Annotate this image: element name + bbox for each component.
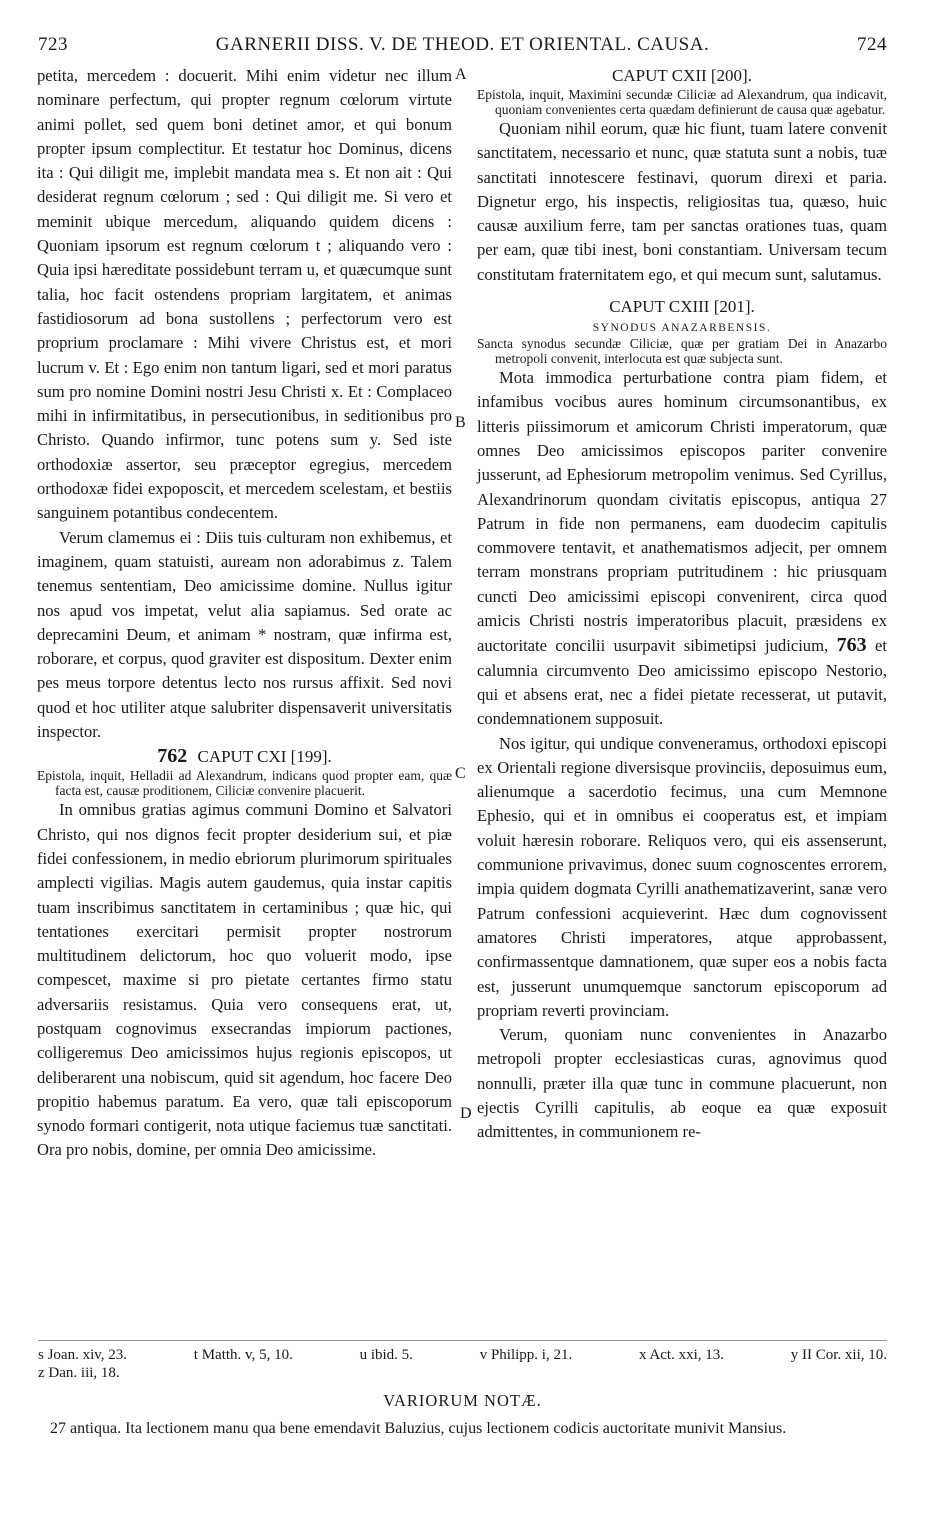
chapter-summary-cxiii: Sancta synodus secundæ Ciliciæ, quæ per gratiam Dei in Anazarbo metropoli convenit, interlocuta est quæ subjecta sunt. [477, 336, 887, 366]
margin-number-762: 762 [157, 745, 188, 768]
chapter-title-cxi: CAPUT CXI [199]. [197, 747, 332, 767]
running-title: GARNERII DISS. V. DE THEOD. ET ORIENTAL. CAUSA. [215, 34, 710, 55]
margin-marker-d: D [460, 1105, 472, 1122]
chapter-summary-cxii: Epistola, inquit, Maximini secundæ Ciliciæ ad Alexandrum, qua indicavit, quoniam convenientes certa quædam definierunt de causa quæ agebatur. [477, 87, 887, 117]
footnote-v: v Philipp. i, 21. [479, 1347, 573, 1363]
margin-marker-a: A [455, 66, 467, 83]
right-paragraph-4: Verum, quoniam nunc convenientes in Anazarbo metropoli propter ecclesiasticas curas, agnovimus quod nonnulli, præter illa quæ tunc in commune placuerunt, non ejectis Cyrilli capitulis, ab eoque ea quæ exposuit admittentes, in communionem re- [477, 1025, 887, 1142]
footnote-y: y II Cor. xii, 10. [790, 1347, 887, 1363]
margin-number-763: 763 [836, 634, 867, 657]
right-paragraph-2 [477, 366, 887, 731]
page-number-right: 724 [857, 34, 887, 55]
chapter-title-cxiii: CAPUT CXIII [201]. [609, 297, 755, 317]
right-paragraph-3: Nos igitur, qui undique conveneramus, orthodoxi episcopi ex Orientali regione diversisque provinciis, deposuimus eum, alienumque a sacerdotio fecimus, una cum Memnone Ephesio, qui et in omnibus ei cooperatus est, et impiam voluit hæresin roborare. Reliquos vero, qui eis assenserunt, communione privavimus, donec suum cognoscentes errorem, impia quidem dogmata Cyrilli anathematizaverint, sanæ vero Patrum confessioni acquieverint. Hæc dum cognovissent amatores Christi imperatores, atque approbassent, confirmassentque damnationem, quæ super eos a nobis facta est, jusserunt unumquemque sanctorum episcoporum ad propriam reverti provinciam. [477, 733, 887, 1020]
chapter-subtitle-cxiii: SYNODUS ANAZARBENSIS. [592, 322, 772, 335]
footnote-u: u ibid. 5. [359, 1347, 413, 1363]
footnote-rule [38, 1340, 887, 1341]
running-header [38, 34, 887, 58]
margin-marker-b: B [455, 414, 466, 431]
margin-marker-c: C [455, 765, 466, 782]
chapter-title-cxii: CAPUT CXII [200]. [612, 66, 752, 85]
footnotes [38, 1346, 887, 1382]
page-number-left: 723 [38, 34, 68, 55]
footnote-x: x Act. xxi, 13. [638, 1347, 724, 1363]
right-column [477, 64, 887, 1145]
footnote-row [38, 1346, 887, 1364]
left-paragraph-3: In omnibus gratias agimus communi Domino et Salvatori Christo, qui nos dignos fecit propter desiderium sui, et piæ fidei confessionem, in medio ebriorum plurimorum spirituales amplecti vigilias. Magis autem gaudemus, quia instar capitis tuam inscribimus sanctitatem in certaminibus ; quæ hic, qui tentationes exercitari permisit propter nostrorum multitudinem delictorum, hoc quo voluerit modo, ipse compescet, maxime si pro pietate certantes firmo statu adversariis resistamus. Quia vero consequens erat, ut, postquam cognovimus exsecrandas impiorum pactiones, colligeremus Deo amicissimos hujus regionis episcopos, ut deliberarent una nobiscum, quid sit agendum, hoc facere Deo propitio habemus paratum. Ea vero, quæ tali episcoporum synodo formari contigerit, nota utique faciemus tuæ sanctitati. Ora pro nobis, domine, per omnia Deo amicissime. [37, 800, 452, 1160]
right-paragraph-2-part-a: Mota immodica perturbatione contra piam fidem, et infamibus vocibus aures hominum circumsonantibus, ex litteris piissimorum et amicorum Christi imperatorum, quæ omnes Deo amicissimos episcopos pariter convenire jusserunt, ad Ephesiorum metropolim venimus. Sed Cyrillus, Alexandrinorum quondam civitatis episcopus, antiqua 27 Patrum in fide non permanens, eam duodecim capitulis commovere tentavit, et anathematismos adjecit, per omnem terram monstrans propriam putritudinem : hic priusquam cuncti Deo amicissimi episcopi convenirent, circa quod amicis Christi nostris imperatoribus placuit, præsidens ex auctoritate concilii usurpavit sibimetipsi judicium, [477, 368, 887, 656]
variorum-notes-title: VARIORUM NOTÆ. [383, 1391, 542, 1410]
footnote-t: t Matth. v, 5, 10. [193, 1347, 293, 1363]
left-paragraph-1: petita, mercedem : docuerit. Mihi enim videtur nec illum nominare perfectum, qui propter regnum cœlorum virtute animi pollet, sed quem boni detinet amor, et qui bonum propter ipsum complectitur. Et testatur hoc Dominus, dicens ita : Qui diligit me, implebit mandata mea s. Et non ait : Qui desiderat regnum cœlorum ; sed : Qui diligit me. Si vero et meminit ubique mercedum, aliquando quidem dicens : Quoniam ipsorum est regnum cœlorum t ; aliquando vero : Quia ipsi hæreditate possidebunt terram u, et quæcumque sunt talia, hoc facit ostendens propriam largitatem, et animas fastidiosorum ad bona sustollens ; perfectorum vero est proprium proclamare : Mihi vivere Christus est, et mori lucrum v. Et : Ego enim non tantum ligari, sed et mori paratus sum pro nomine Domini nostri Jesu Christi x. Et : Complaceo mihi in infirmitatibus, in persecutionibus, in seditionibus pro Christo. Quando infirmor, tunc potens sum y. Sed iste orthodoxiæ assertor, seu præceptor egregius, mercedem orthodoxæ fidei expoposcit, et mercedem scelestam, et bestiis sanguinem potantibus condecentem. [37, 66, 452, 523]
variorum-note: 27 antiqua. Ita lectionem manu qua bene emendavit Baluzius, cujus lectionem codicis auctoritate munivit Mansius. [50, 1420, 787, 1437]
left-paragraph-2: Verum clamemus ei : Diis tuis culturam non exhibemus, et imaginem, quam statuisti, auream non adorabimus z. Talem tenemus sententiam, Deo amicissime domine. Nullus igitur nos apud vos impetat, velut alia sapiamus. Sed orate ac deprecamini Deum, et animam * nostram, quæ infirma est, roborare, et corpus, quod graviter est dispositum. Dexter enim pes meus torpore detentus lecto nos rursus affixit. Sed novi quod et hoc utiliter atque salubriter dispensaverit universitatis inspector. [37, 527, 452, 742]
left-column [37, 64, 452, 1163]
footnote-s: s Joan. xiv, 23. [38, 1347, 128, 1363]
chapter-heading-cxi [37, 744, 452, 769]
right-paragraph-1: Quoniam nihil eorum, quæ hic fiunt, tuam latere convenit sanctitatem, necessario et nunc, quæ statuta sunt a nobis, tuæ sanctitati innotescere festinavi, quorum direxi et paria. Dignetur ergo, his inspectis, religiositas tua, quæso, huic causæ auxilium ferre, tam per sanctas orationes tuas, quam per eam, quæ tibi inest, boni constantiam. Universam tecum constitutam fraternitatem ego, et qui mecum sunt, salutamus. [477, 119, 887, 284]
chapter-summary-cxi: Epistola, inquit, Helladii ad Alexandrum, indicans quod propter eam, quæ facta est, causæ proditionem, Ciliciæ convenire placuerit. [37, 768, 452, 798]
right-paragraph-2-part-b: et calumnia circumvento Deo amicissimo episcopo Nestorio, qui et absens erat, nec a fidei pietate recesserat, ut putavit, condemnationem supposuit. [477, 636, 887, 729]
footnote-z: z Dan. iii, 18. [38, 1365, 120, 1381]
